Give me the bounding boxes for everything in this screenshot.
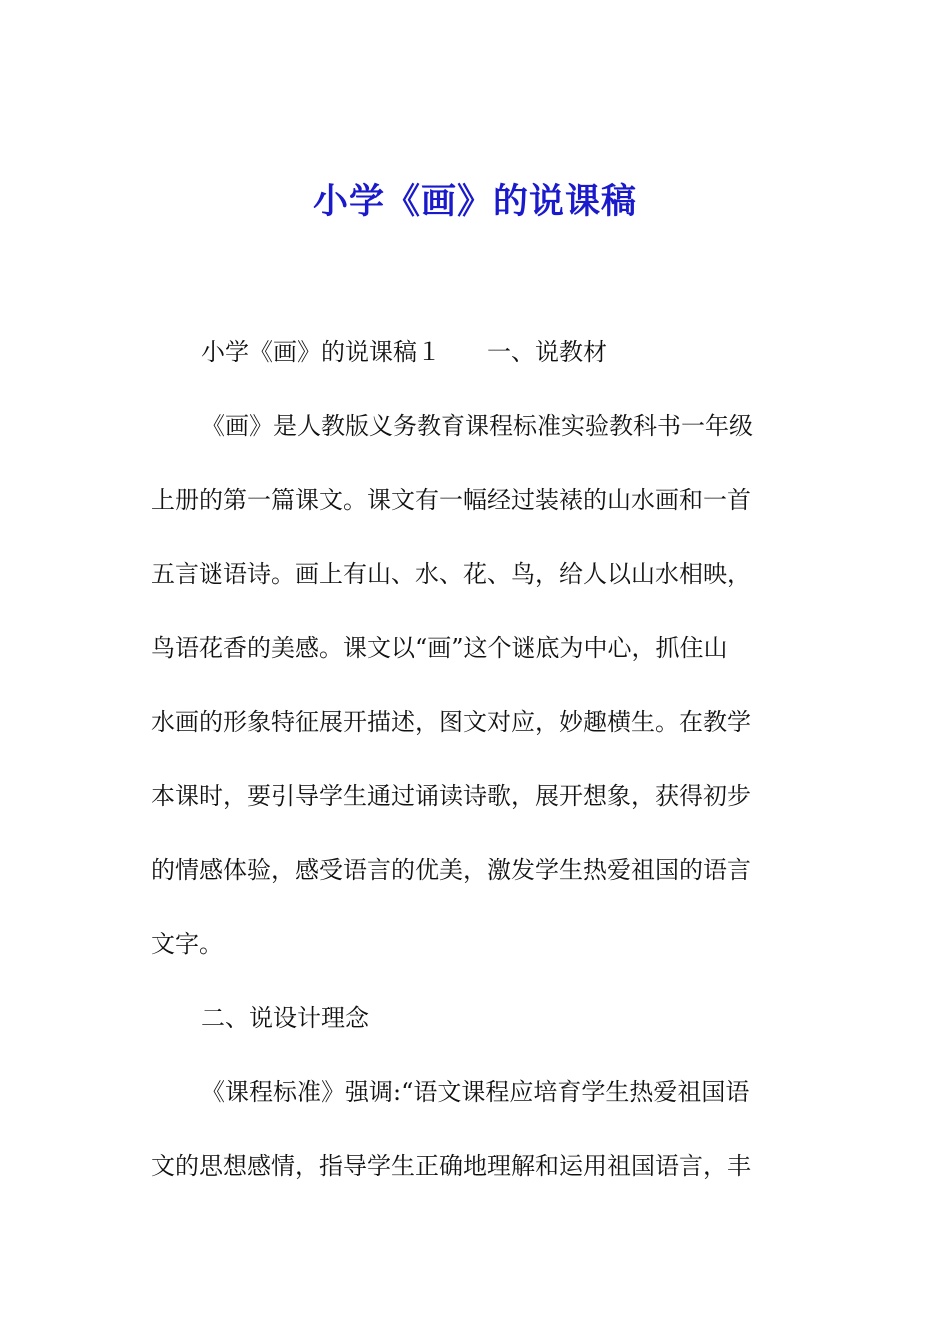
paragraph-line: 鸟语花香的美感。课文以“画”这个谜底为中心，抓住山 — [151, 634, 728, 662]
paragraph-line: 五言谜语诗。画上有山、水、花、鸟，给人以山水相映， — [151, 560, 751, 588]
paragraph-line: 文的思想感情，指导学生正确地理解和运用祖国语言，丰 — [151, 1152, 751, 1180]
section-heading: 一、说教材 — [487, 338, 607, 366]
paragraph-line: 《画》是人教版义务教育课程标准实验教科书一年级 — [201, 412, 753, 440]
document-body — [151, 332, 801, 1220]
document-heading-label: 小学《画》的说课稿１ — [201, 338, 441, 366]
section-heading: 二、说设计理念 — [201, 1004, 369, 1032]
paragraph-line: 水画的形象特征展开描述，图文对应，妙趣横生。在教学 — [151, 708, 751, 736]
paragraph-line: 本课时，要引导学生通过诵读诗歌，展开想象，获得初步 — [151, 782, 751, 810]
page-title: 小学《画》的说课稿 — [312, 182, 637, 222]
intro-line — [151, 332, 801, 406]
paragraph-line: 的情感体验，感受语言的优美，激发学生热爱祖国的语言 — [151, 856, 751, 884]
paragraph-line: 上册的第一篇课文。课文有一幅经过装裱的山水画和一首 — [151, 486, 751, 514]
paragraph-line: 《课程标准》强调:“语文课程应培育学生热爱祖国语 — [201, 1078, 750, 1106]
paragraph-line: 文字。 — [151, 930, 223, 958]
